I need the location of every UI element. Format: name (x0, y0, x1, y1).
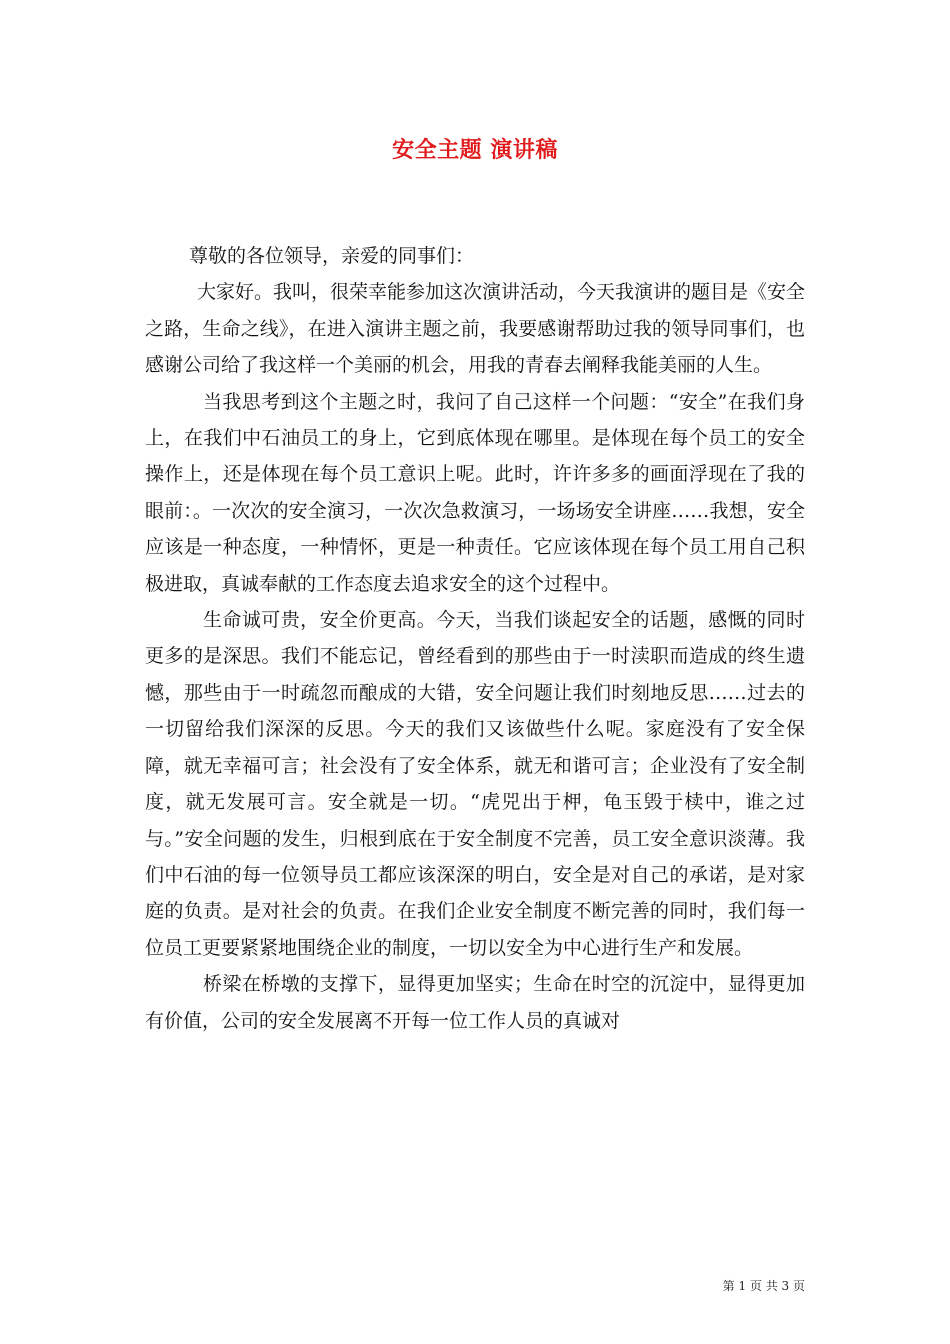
page-number-footer: 第 1 页 共 3 页 (722, 1279, 805, 1293)
body-paragraph: 当我思考到这个主题之时，我问了自己这样一个问题：“安全”在我们身上，在我们中石油员工的身上，它到底体现在哪里。是体现在每个员工的安全操作上，还是体现在每个员工意识上呢。此时，许许多多的画面浮现在了我的眼前：。一次次的安全演习，一次次急救演习，一场场安全讲座……我想，安全应该是一种态度，一种情怀，更是一种责任。它应该体现在每个员工用自己积极进取，真诚奉献的工作态度去追求安全的这个过程中。 (145, 390, 805, 595)
body-paragraph: 桥梁在桥墩的支撑下，显得更加坚实；生命在时空的沉淀中，显得更加有价值，公司的安全发展离不开每一位工作人员的真诚对 (145, 973, 805, 1032)
body-paragraph: 生命诚可贵，安全价更高。今天，当我们谈起安全的话题，感慨的同时更多的是深思。我们不能忘记，曾经看到的那些由于一时渎职而造成的终生遗憾，那些由于一时疏忽而酿成的大错，安全问题让我们时刻地反思……过去的一切留给我们深深的反思。今天的我们又该做些什么呢。家庭没有了安全保障，就无幸福可言；社会没有了安全体系，就无和谐可言；企业没有了安全制度，就无发展可言。安全就是一切。“虎兕出于柙，龟玉毁于椟中，谁之过与。”安全问题的发生，归根到底在于安全制度不完善，员工安全意识淡薄。我们中石油的每一位领导员工都应该深深的明白，安全是对自己的承诺，是对家庭的负责。是对社会的负责。在我们企业安全制度不断完善的同时，我们每一位员工更要紧紧地围绕企业的制度，一切以安全为中心进行生产和发展。 (145, 609, 805, 959)
body-paragraph: 大家好。我叫，很荣幸能参加这次演讲活动，今天我演讲的题目是《安全之路，生命之线》，在进入演讲主题之前，我要感谢帮助过我的领导同事们，也感谢公司给了我这样一个美丽的机会，用我的青春去阐释我能美丽的人生。 (145, 281, 806, 377)
salutation-paragraph: 尊敬的各位领导，亲爱的同事们： (189, 245, 475, 267)
document-body (145, 238, 805, 1039)
document-title: 安全主题 演讲稿 (392, 137, 558, 163)
